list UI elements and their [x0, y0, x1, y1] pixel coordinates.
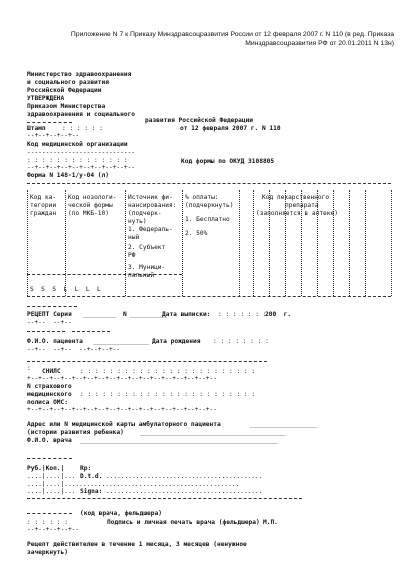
recipe-series-label: РЕЦЕПТ Серия	[27, 311, 72, 318]
col-payment-l1: % оплаты:	[185, 194, 219, 201]
rp-label: Rp:	[80, 465, 92, 472]
prescription-table	[27, 190, 391, 296]
stamp-label: Штамп	[27, 125, 46, 132]
stamp-boxes: : : : : : :	[62, 125, 103, 132]
recipe-marks: --+-- --+--	[27, 319, 72, 326]
rub-kop-label: Руб.|Коп.|	[27, 465, 65, 472]
snils-bracket: :	[27, 365, 31, 372]
recipe-number-field[interactable]: __________	[130, 311, 168, 318]
dtd-label: D.t.d.	[80, 473, 103, 480]
doctor-code-marks: --+--+--+--+--	[27, 526, 80, 533]
col-source-l9: 3. Муници-	[128, 264, 166, 271]
policy-label-l2: медицинского	[27, 391, 72, 398]
col-payment-l3: 1. Бесплатно	[185, 216, 230, 223]
doctor-name-label: Ф.И.О. врача	[27, 437, 72, 444]
history-field[interactable]: _______________________________________	[140, 429, 286, 436]
issue-date-boxes[interactable]: : : : : : : :	[218, 311, 267, 318]
doctor-name-field[interactable]: _____________________________________________________	[80, 437, 278, 444]
col-payment-l2: (подчеркнуть)	[185, 202, 234, 209]
stamp-marks: --+--+--+--+--	[27, 132, 80, 139]
col-drug-l2: препарата	[285, 202, 319, 209]
col-payment-l4: 2. 50%	[185, 230, 208, 237]
header-line-1: Приложение N 7 к Приказу Минздравсоцразвития России от 12 февраля 2007 г. N 110 (в ред. Приказа	[70, 31, 394, 38]
recipe-series-field[interactable]: _________	[83, 311, 117, 318]
doctor-code-boxes[interactable]: : : : : : :	[27, 519, 68, 526]
policy-label-l1: N страхового	[27, 383, 72, 390]
col-nosology-l1: Код нозологи-	[68, 194, 117, 201]
patient-name-field[interactable]: _______________	[93, 338, 149, 345]
col-source-l5: 1. Федераль-	[128, 226, 173, 233]
col-category-l1: Код ка-	[30, 194, 57, 201]
divider	[27, 361, 267, 362]
ministry-line-3: Российской Федерации	[27, 87, 102, 94]
okud-code: Код формы по ОКУД 3108805	[181, 158, 275, 165]
validity-line-1: Рецепт действителен в течение 1 месяца, 3 месяцев (ненужное	[27, 541, 247, 548]
recipe-number-label: N	[123, 311, 127, 318]
order-line-2: здравоохранения и социального	[27, 111, 136, 118]
divider	[27, 513, 72, 514]
snils-label: СНИЛС	[42, 368, 61, 375]
col-drug-l3: (заполняется в аптеке)	[256, 210, 338, 217]
col-nosology-l2: ческой формы	[68, 202, 113, 209]
table-top-rule	[27, 183, 391, 184]
col-source-l3: (подчерк-	[128, 210, 162, 217]
rp-row-1: ....|....|...	[27, 473, 76, 480]
col-category-l3: граждан	[30, 210, 57, 217]
col-drug-l1: Код лекарственного	[262, 194, 330, 201]
form-number: Форма N 148-1/у-04 (л)	[27, 172, 109, 179]
rp-row-3: ....|....|...	[27, 488, 76, 495]
divider	[27, 331, 65, 332]
history-label: (истории развития ребенка)	[27, 429, 124, 436]
rp-row-2: ....|....|...............................................	[27, 481, 240, 488]
order-line-1: Приказом Министерства	[27, 103, 106, 110]
snils-boxes[interactable]: : : : : : : : : : : : : : : : : : : : : : : : :	[80, 368, 256, 375]
ministry-line-2: и социального развития	[27, 79, 109, 86]
col-source-l4: нуть)	[128, 218, 147, 225]
divider	[27, 458, 72, 459]
header-line-2: Минздравсоцразвития РФ от 20.01.2011 N 13н)	[245, 40, 394, 47]
divider	[27, 498, 302, 499]
dtd-field[interactable]: ..........................................	[106, 473, 263, 480]
col-source-l8: РФ	[128, 252, 136, 259]
snils-marks: +--+--+--+--+--+--+--+--+--+--+--+--+--+--+--+--+--	[27, 375, 217, 382]
patient-marks: --+-- --+-- --+--+--+--	[27, 346, 121, 353]
org-code-label: Код медицинской организации	[27, 141, 128, 148]
birth-date-label: Дата рождения	[152, 338, 201, 345]
order-line-3: развития Российской Федерации	[145, 117, 254, 124]
ministry-line-1: Министерство здравоохранения	[27, 71, 132, 78]
issue-date-label: Дата выписки:	[162, 311, 211, 318]
divider	[27, 306, 77, 307]
signa-label: Signa:	[80, 488, 103, 495]
col-letters: S S S L L L L	[30, 286, 101, 293]
divider	[27, 122, 72, 123]
col-source-l1: Источник фи-	[128, 194, 173, 201]
patient-name-label: Ф.И.О. пациента	[27, 338, 83, 345]
col-category-l2: тегории	[30, 202, 57, 209]
col-source-l7: 2. Субъект	[128, 244, 166, 251]
policy-boxes[interactable]: : : : : : : : : : : : : : : : : : : : : : : : :	[80, 391, 256, 398]
col-source-l10: пальный	[128, 272, 155, 279]
org-code-marks: --+--+--+--+--+--+--+--+--+--	[27, 164, 136, 171]
validity-line-2: зачеркнуть)	[27, 549, 68, 556]
address-label: Адрес или N медицинской карты амбулаторного пациента	[27, 421, 221, 428]
order-date: от 12 февраля 2007 г. N 110	[180, 125, 281, 132]
policy-label-l3: полиса ОМС:	[27, 399, 68, 406]
policy-marks: +--+--+--+--+--+--+--+--+--+--+--+--+--+--+--+--+--	[27, 406, 217, 413]
col-source-l2: нансирования:	[128, 202, 177, 209]
signature-label: Подпись и личная печать врача (фельдшера)	[107, 519, 260, 526]
col-nosology-l3: (по МКБ-10)	[68, 210, 109, 217]
doctor-code-label: (код врача, фельдшера)	[80, 510, 162, 517]
birth-date-boxes[interactable]: : : : : : : : :	[213, 338, 269, 345]
address-field[interactable]: __________________	[250, 421, 318, 428]
col-source-l6: ный	[128, 234, 140, 241]
signa-field[interactable]: ..........................................	[106, 488, 263, 495]
seal-label: М.П.	[263, 519, 278, 526]
approved-label: УТВЕРЖДЕНА	[27, 95, 65, 102]
recipe-year: 200 г.	[265, 311, 292, 318]
org-code-rule: -----------------------------	[27, 149, 136, 156]
divider	[72, 331, 110, 332]
org-code-boxes: : : : : : : : : : : : : : :	[27, 157, 128, 164]
